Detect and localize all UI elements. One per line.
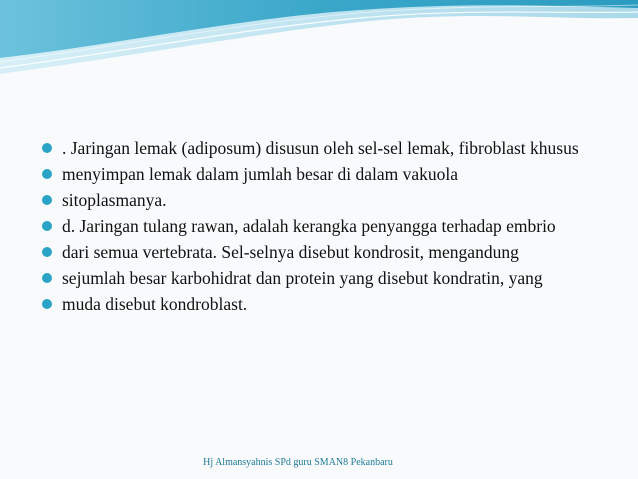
bullet-text: d. Jaringan tulang rawan, adalah kerangka penyangga terhadap embrio [62, 216, 556, 236]
header-wave-decoration [0, 0, 638, 80]
bullet-item [40, 242, 600, 262]
bullet-item [40, 294, 600, 314]
bullet-item [40, 268, 600, 288]
bullet-icon [42, 195, 52, 205]
bullet-item [40, 216, 600, 236]
bullet-item [40, 164, 600, 184]
bullet-icon [42, 169, 52, 179]
bullet-text: sitoplasmanya. [62, 190, 167, 210]
bullet-icon [42, 273, 52, 283]
slide-footer: Hj Almansyahnis SPd guru SMAN8 Pekanbaru [203, 457, 393, 468]
bullet-list [40, 138, 600, 320]
bullet-item [40, 138, 600, 158]
bullet-text: sejumlah besar karbohidrat dan protein yang disebut kondratin, yang [62, 268, 543, 288]
bullet-icon [42, 221, 52, 231]
bullet-text: menyimpan lemak dalam jumlah besar di dalam vakuola [62, 164, 459, 184]
bullet-icon [42, 143, 52, 153]
bullet-text: muda disebut kondroblast. [62, 294, 248, 314]
bullet-icon [42, 299, 52, 309]
bullet-text: dari semua vertebrata. Sel-selnya disebut kondrosit, mengandung [62, 242, 519, 262]
bullet-item [40, 190, 600, 210]
bullet-icon [42, 247, 52, 257]
bullet-text: . Jaringan lemak (adiposum) disusun oleh sel-sel lemak, fibroblast khusus [62, 138, 579, 158]
